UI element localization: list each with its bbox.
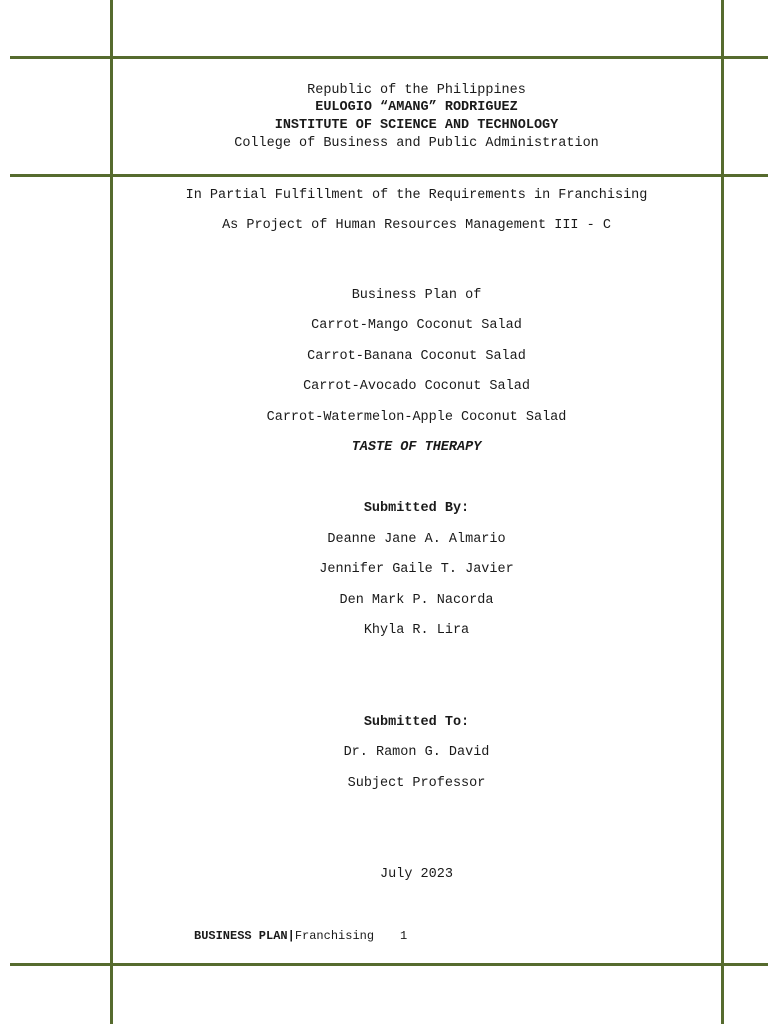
country-line: Republic of the Philippines: [307, 83, 526, 98]
product-item: Carrot-Avocado Coconut Salad: [303, 379, 530, 394]
institution-name-line1: EULOGIO “AMANG” RODRIGUEZ: [315, 100, 518, 115]
submitted-to-heading: Submitted To:: [363, 715, 470, 730]
submitter-name: Deanne Jane A. Almario: [327, 532, 506, 547]
brand-name: TASTE OF THERAPY: [351, 440, 482, 455]
submitter-name: Khyla R. Lira: [363, 623, 470, 638]
product-item: Carrot-Mango Coconut Salad: [311, 318, 522, 333]
border-top-line: [10, 56, 768, 59]
footer-title: BUSINESS PLAN|: [194, 929, 295, 943]
document-date: July 2023: [380, 867, 453, 882]
purpose-line2: As Project of Human Resources Management III - C: [222, 218, 611, 233]
submitter-name: Jennifer Gaile T. Javier: [319, 562, 514, 577]
college-name: College of Business and Public Administration: [234, 136, 599, 151]
product-item: Carrot-Banana Coconut Salad: [307, 349, 526, 364]
border-header-divider: [10, 174, 768, 177]
footer-subject: Franchising: [294, 929, 375, 943]
purpose-line1: In Partial Fulfillment of the Requirements in Franchising: [185, 188, 648, 203]
product-item: Carrot-Watermelon-Apple Coconut Salad: [266, 410, 567, 425]
page-footer: [194, 929, 407, 943]
page-number: 1: [400, 929, 408, 943]
institution-name-line2: INSTITUTE OF SCIENCE AND TECHNOLOGY: [274, 118, 559, 133]
professor-role: Subject Professor: [347, 776, 486, 791]
submitted-by-heading: Submitted By:: [363, 501, 470, 516]
professor-name: Dr. Ramon G. David: [343, 745, 490, 760]
border-bottom-line: [10, 963, 768, 966]
plan-intro: Business Plan of: [351, 288, 482, 303]
border-right-line: [721, 0, 724, 1024]
submitter-name: Den Mark P. Nacorda: [339, 593, 494, 608]
